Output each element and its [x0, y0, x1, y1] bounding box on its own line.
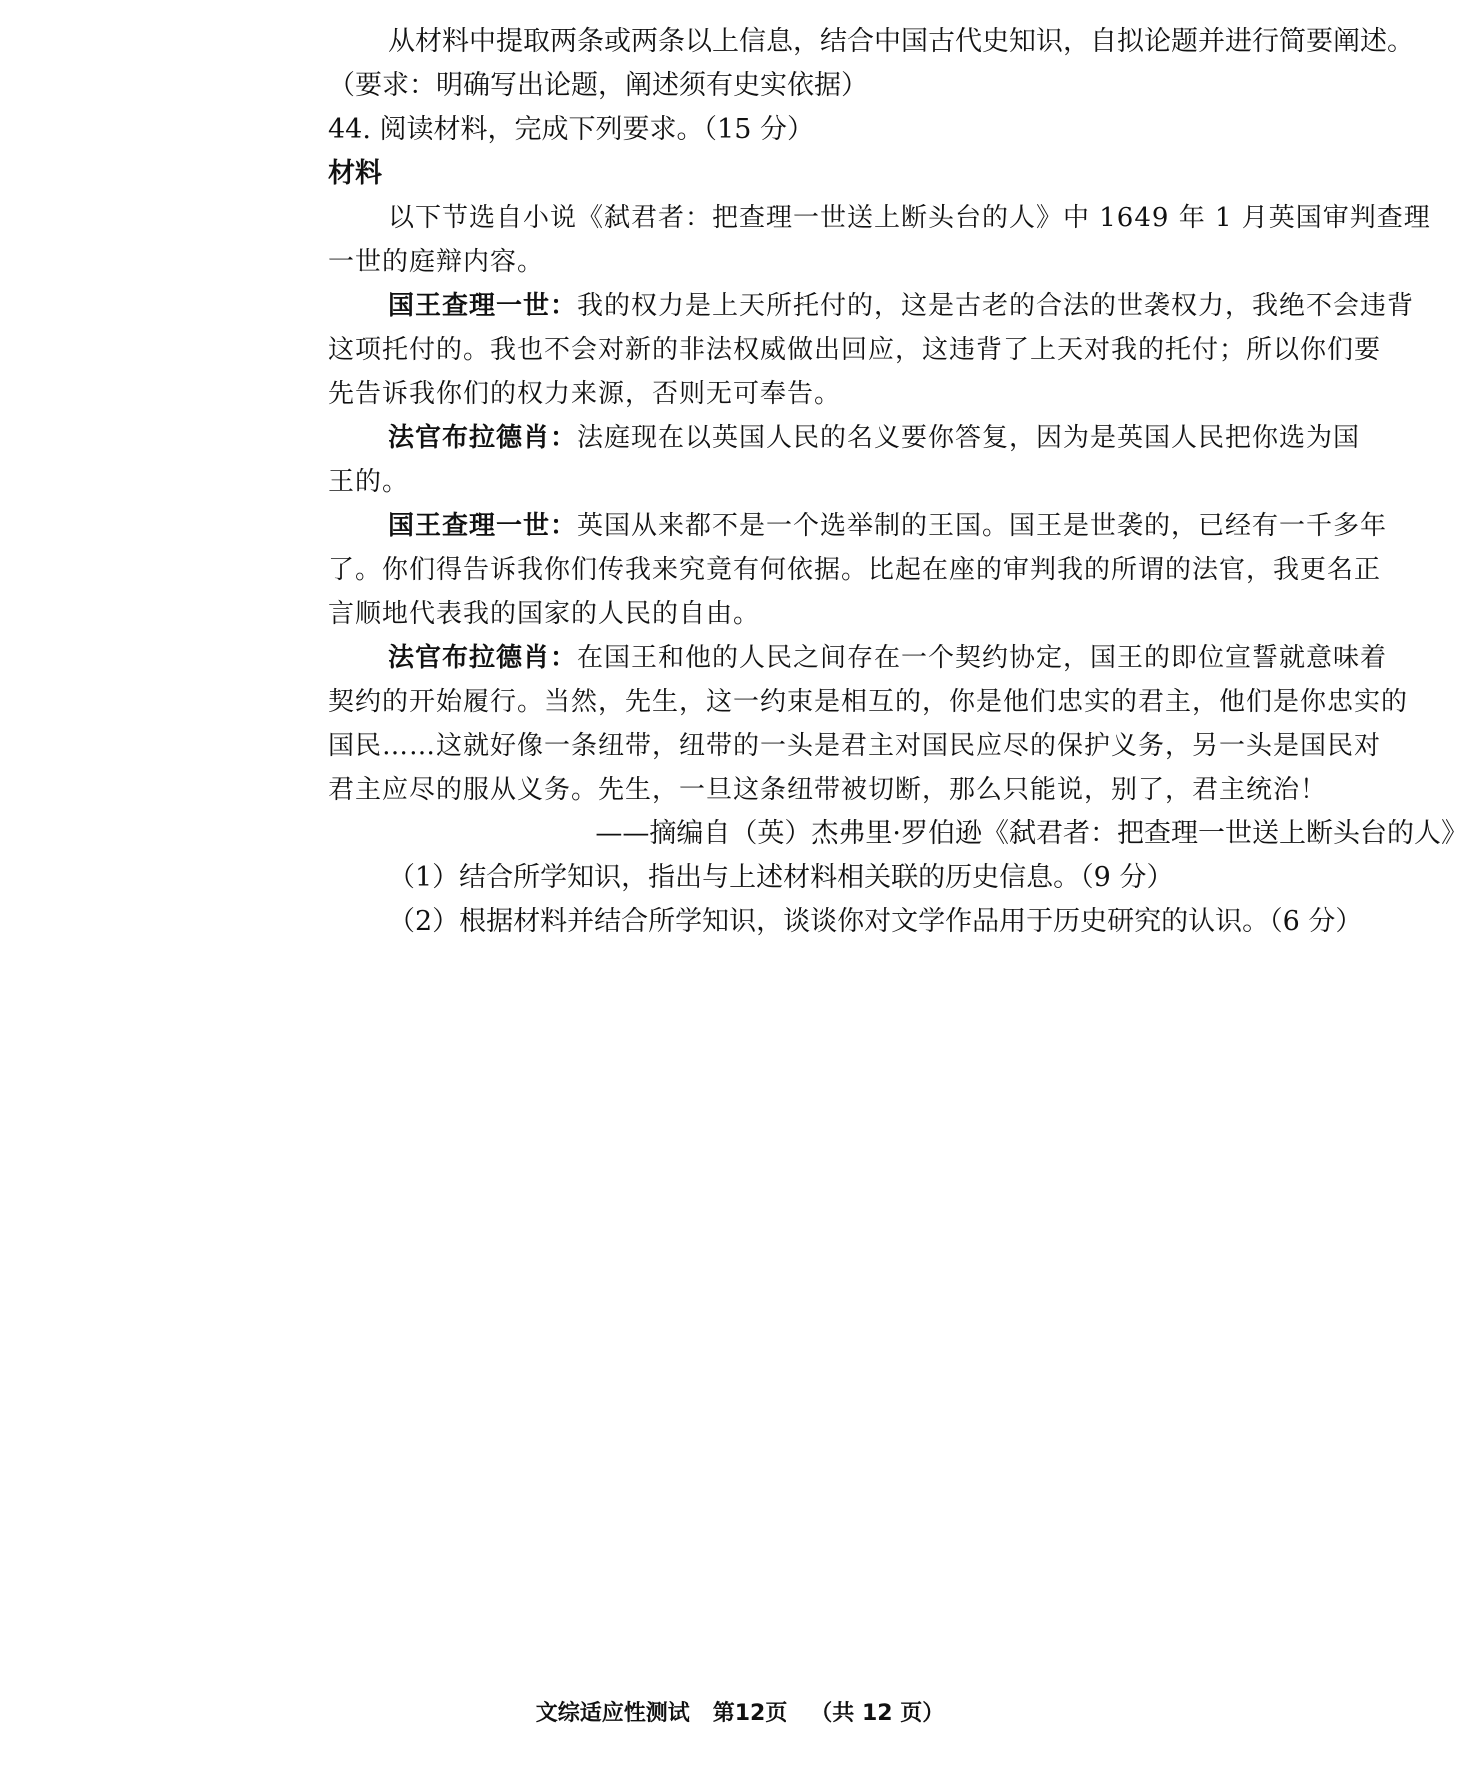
dialogue-text: 我的权力是上天所托付的，这是古老的合法的世袭权力，我绝不会违背	[577, 291, 1415, 321]
prev-question-line-1: 从材料中提取两条或两条以上信息，结合中国古代史知识，自拟论题并进行简要阐述。	[388, 26, 1414, 57]
question-44-header: 44. 阅读材料，完成下列要求。（15 分）	[328, 114, 814, 145]
dialogue-line: 契约的开始履行。当然，先生，这一约束是相互的，你是他们忠实的君主，他们是你忠实的	[328, 687, 1409, 717]
material-label: 材料	[328, 158, 382, 189]
prev-question-line-2: （要求：明确写出论题，阐述须有史实依据）	[328, 70, 868, 101]
speaker-charles: 国王查理一世：	[388, 511, 578, 541]
dialogue-line: 言顺地代表我的国家的人民的自由。	[328, 599, 761, 629]
dialogue-line: 君主应尽的服从义务。先生，一旦这条纽带被切断，那么只能说，别了，君主统治！	[328, 775, 1328, 805]
material-intro-line-2: 一世的庭辩内容。	[328, 247, 545, 277]
material-source: ——摘编自（英）杰弗里·罗伯逊《弑君者：把查理一世送上断头台的人》	[595, 818, 1468, 849]
dialogue-line: 了。你们得告诉我你们传我来究竟有何依据。比起在座的审判我的所谓的法官，我更名正	[328, 555, 1382, 585]
dialogue-line: 王的。	[328, 467, 410, 497]
sub-question-1: （1）结合所学知识，指出与上述材料相关联的历史信息。（9 分）	[388, 862, 1174, 893]
page-footer: 文综适应性测试 第12页 （共 12 页）	[535, 1701, 945, 1726]
speaker-bradshaw: 法官布拉德肖：	[388, 423, 578, 453]
dialogue-line: 国民……这就好像一条纽带，纽带的一头是君主对国民应尽的保护义务，另一头是国民对	[328, 731, 1382, 761]
dialogue-paragraph-1	[328, 284, 1468, 328]
sub-question-2: （2）根据材料并结合所学知识，谈谈你对文学作品用于历史研究的认识。（6 分）	[388, 906, 1363, 937]
dialogue-text: 英国从来都不是一个选举制的王国。国王是世袭的，已经有一千多年	[577, 511, 1388, 541]
dialogue-text: 法庭现在以英国人民的名义要你答复，因为是英国人民把你选为国	[577, 423, 1361, 453]
speaker-bradshaw: 法官布拉德肖：	[388, 643, 578, 673]
material-intro-line-1: 以下节选自小说《弑君者：把查理一世送上断头台的人》中 1649 年 1 月英国审判查理	[388, 203, 1431, 233]
dialogue-line: 先告诉我你们的权力来源，否则无可奉告。	[328, 379, 842, 409]
dialogue-paragraph-2	[328, 416, 1468, 460]
dialogue-paragraph-3	[328, 504, 1468, 548]
exam-page	[328, 20, 1468, 944]
dialogue-text: 在国王和他的人民之间存在一个契约协定，国王的即位宣誓就意味着	[577, 643, 1388, 673]
speaker-charles: 国王查理一世：	[388, 291, 578, 321]
dialogue-paragraph-4	[328, 636, 1468, 680]
dialogue-line: 这项托付的。我也不会对新的非法权威做出回应，这违背了上天对我的托付；所以你们要	[328, 335, 1382, 365]
